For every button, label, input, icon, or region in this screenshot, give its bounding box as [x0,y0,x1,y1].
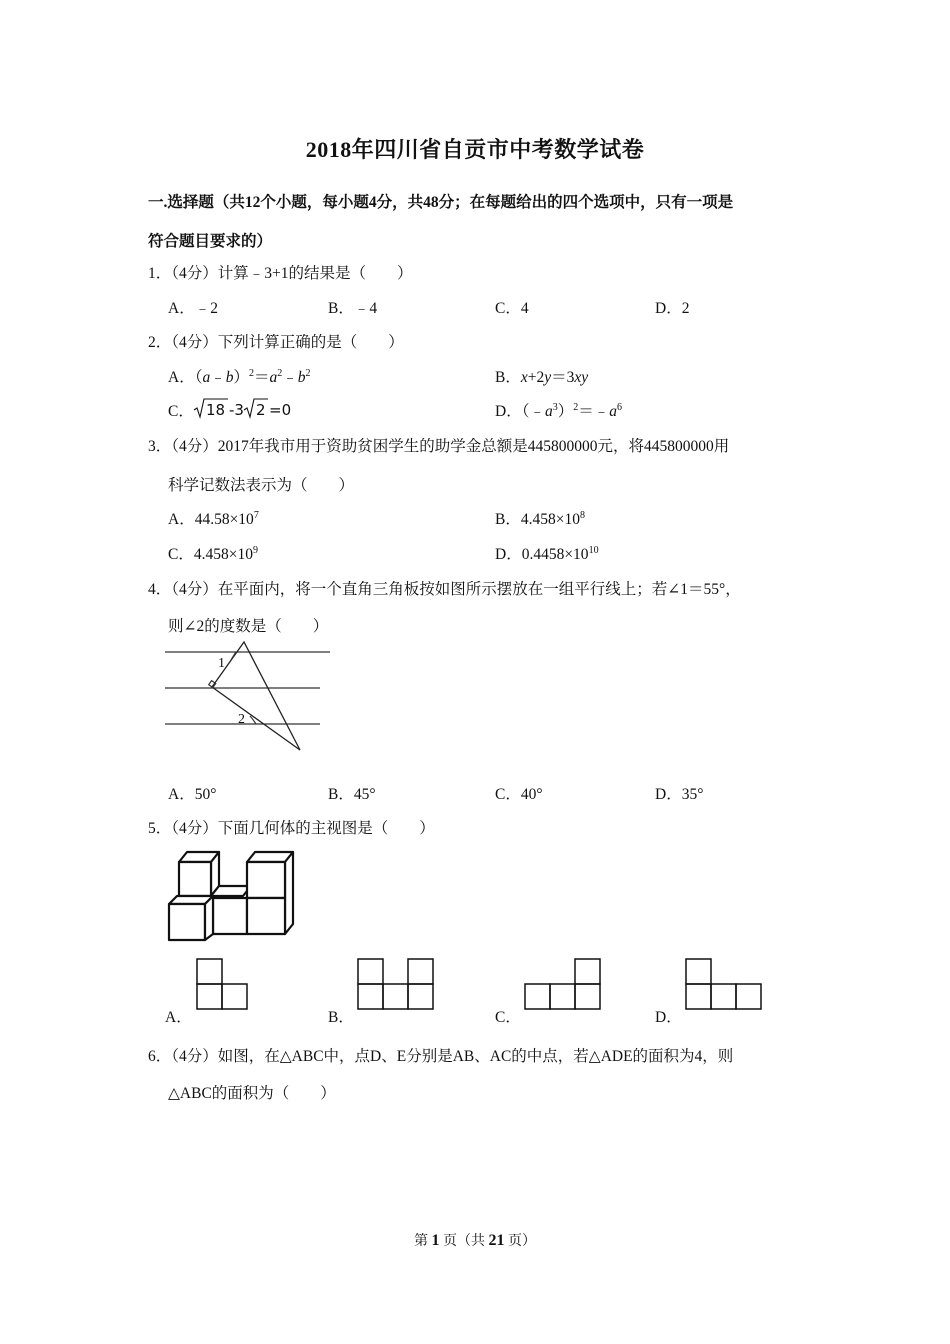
exponent: 10 [588,545,599,556]
q1-option-d: D．2 [655,300,690,317]
question-number: 4．（4分） [148,581,218,598]
section-heading-line2: 符合题目要求的） [148,233,273,250]
question-2-stem [148,330,404,352]
footer-text: 第 [414,1234,432,1249]
angle-2-label: 2 [238,712,245,727]
right-angle-mark [209,681,216,688]
q5-option-d-label: D． [655,1009,682,1026]
q5-option-b-view [357,958,435,1010]
q1-option-c: C．4 [495,300,529,317]
q5-option-d-view [685,958,763,1010]
q2-option-a [168,365,311,387]
q2-option-c [168,399,194,421]
svg-text:-3: -3 [229,401,244,419]
q1-option-a: A．﹣2 [168,300,218,317]
exponent: 8 [579,510,585,521]
option-text: C．4.458×10 [168,546,253,563]
question-number: 3．（4分） [148,438,218,455]
page-title: 2018年四川省自贡市中考数学试卷 [305,137,645,162]
option-letter: A． [168,369,195,386]
question-5-stem [148,816,435,838]
question-text: 2017年我市用于资助贫困学生的助学金总额是445800000元，将445800000用 [217,438,730,455]
question-3-stem [148,434,729,456]
question-text: 下列计算正确的是（ ） [217,334,404,351]
angle-1-label: 1 [218,656,225,671]
question-text: 在平面内，将一个直角三角板按如图所示摆放在一组平行线上；若∠1＝55°， [217,581,741,598]
q5-option-c-label: C． [495,1009,521,1026]
q5-option-c-view [524,958,602,1010]
total-page-count: 21 [488,1232,505,1249]
q4-option-c: C．40° [495,786,543,803]
right-triangle [212,642,300,750]
footer-text: 页） [504,1234,536,1249]
q1-option-b: B．﹣4 [328,300,378,317]
question-number: 6．（4分） [148,1048,218,1065]
question-4-stem [148,577,741,599]
option-text: B．4.458×10 [495,511,580,528]
formula: $(a﹣b)^2=a^2﹣b^2$ [194,368,311,386]
page-footer [0,1230,950,1250]
question-3-stem-line2: 科学记数法表示为（ ） [168,477,355,494]
svg-text:2: 2 [256,401,266,419]
q3-option-d [495,542,599,564]
footer-text: 页（共 [439,1234,489,1249]
question-number: 1．（4分） [148,265,218,282]
question-number: 2．（4分） [148,334,218,351]
question-text: 下面几何体的主视图是（ ） [217,820,435,837]
q3-option-c [168,542,258,564]
option-letter: C． [168,403,194,420]
q5-option-b-label: B． [328,1009,354,1026]
q4-option-a: A．50° [168,786,217,803]
q5-option-a-view [196,958,248,1010]
question-1-stem [148,261,413,283]
q3-option-b [495,507,585,529]
current-page-number: 1 [431,1232,440,1249]
option-letter: D． [495,403,522,420]
question-6-stem-line2: △ABC的面积为（ ） [168,1085,336,1102]
q5-solid-figure [165,848,300,946]
question-6-stem [148,1044,733,1066]
svg-text:=0: =0 [269,401,292,419]
formula: x+2y＝3xy [520,369,589,386]
exponent: 7 [253,510,259,521]
option-text: D．0.4458×10 [495,546,589,563]
q4-option-b: B．45° [328,786,376,803]
svg-text:18: 18 [206,401,226,419]
option-text: A．44.58×10 [168,511,254,528]
q4-figure-parallel-lines-triangle [160,640,340,755]
q2-option-d [495,399,622,421]
section-heading-line1: 一.选择题（共12个小题，每小题4分，共48分；在每题给出的四个选项中，只有一项是 [148,194,734,211]
q2-option-b [495,365,588,387]
exponent: 9 [252,545,258,556]
q5-option-a-label: A． [165,1009,192,1026]
q4-option-d: D．35° [655,786,704,803]
question-text: 计算﹣3+1的结果是（ ） [217,265,413,282]
q3-option-a [168,507,259,529]
option-letter: B． [495,369,521,386]
angle-1-arc [230,652,236,662]
question-number: 5．（4分） [148,820,218,837]
question-4-stem-line2: 则∠2的度数是（ ） [168,618,329,635]
formula: $(﹣a^3)^2=﹣a^6$ [521,402,622,420]
question-text: 如图，在△ABC中，点D、E分别是AB、AC的中点，若△ADE的面积为4，则 [217,1048,734,1065]
q2-option-c-formula [192,396,302,420]
